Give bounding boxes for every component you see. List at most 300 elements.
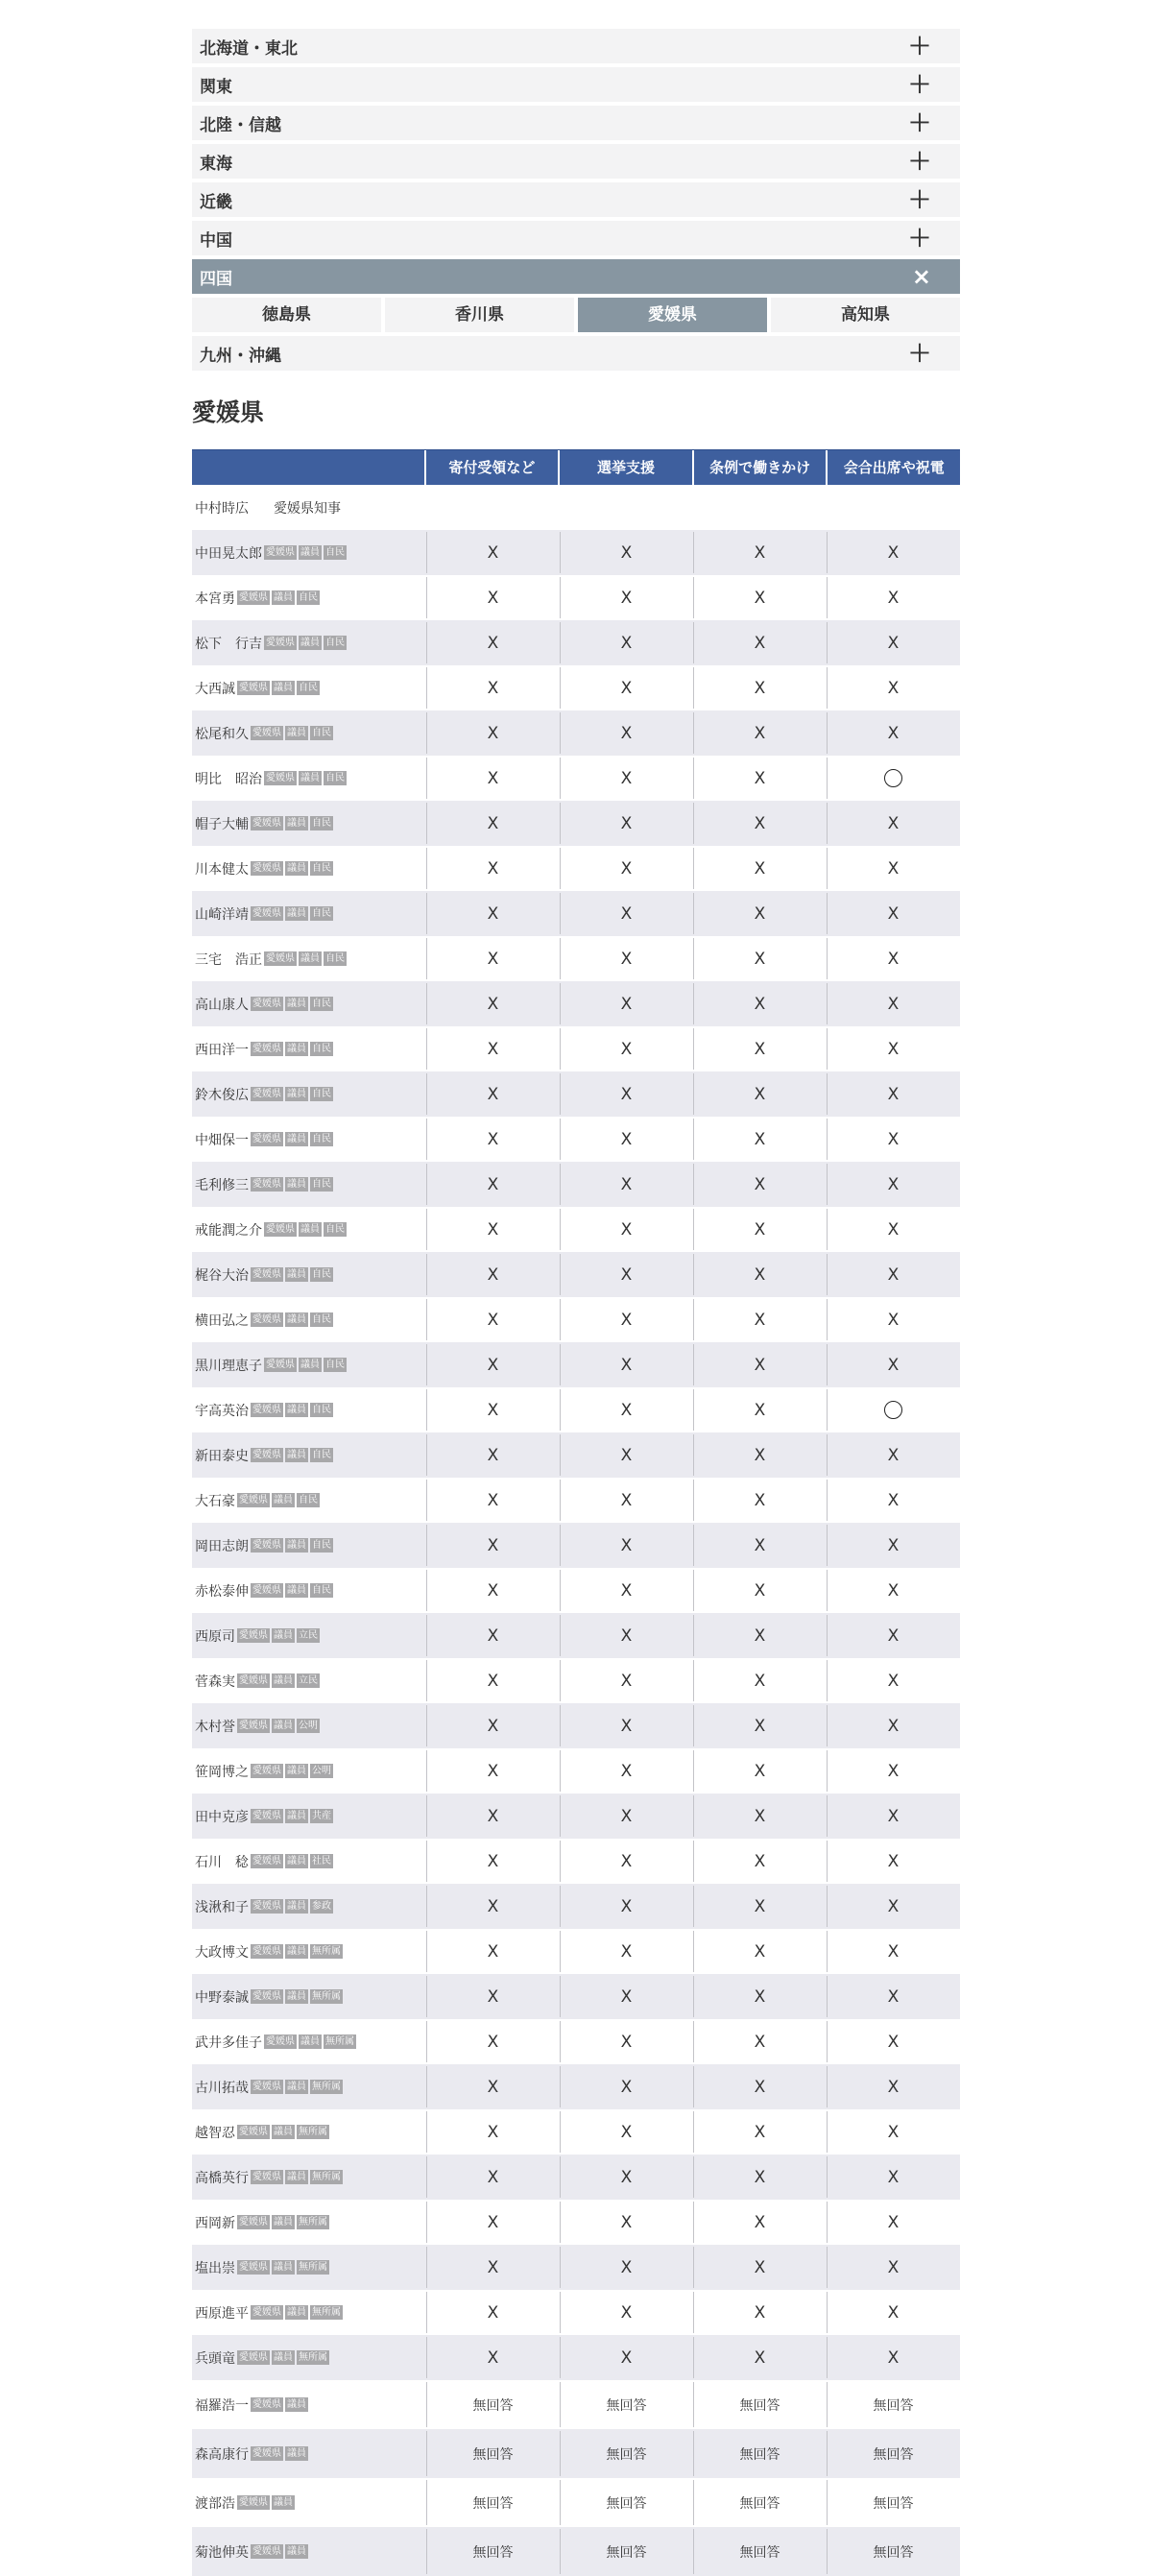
answer-cell: [426, 1748, 560, 1794]
answer-value: 無回答: [739, 2397, 780, 2414]
answer-cell: [827, 620, 960, 665]
answer-cell: [827, 1974, 960, 2019]
answer-cell: [426, 1974, 560, 2019]
answer-cell: [693, 1071, 827, 1117]
member-name: 中野泰誠: [195, 1989, 249, 2006]
answer-cell: [827, 2478, 960, 2527]
prefecture-tab[interactable]: 徳島県: [192, 298, 381, 332]
member-tag: 無所属: [312, 2307, 341, 2318]
answer-value: X: [487, 588, 499, 608]
region-label: 四国: [200, 269, 232, 289]
answer-value: X: [620, 949, 633, 969]
answer-value: X: [887, 1941, 900, 1962]
answer-cell: [693, 2109, 827, 2155]
table-row: [192, 1117, 960, 1162]
answer-value: X: [487, 542, 499, 563]
member-tag: 愛媛県: [252, 1901, 281, 1912]
member-name: 菅森実: [195, 1673, 235, 1690]
answer-value: X: [754, 1851, 766, 1871]
member-cell: [192, 1026, 426, 1071]
answer-value: 無回答: [472, 2544, 514, 2561]
member-tag: 議員: [287, 2399, 306, 2410]
section-title: 愛媛県: [192, 398, 265, 426]
answer-cell: [560, 620, 693, 665]
answer-cell: [827, 1252, 960, 1297]
member-tag: 自民: [312, 728, 331, 738]
answer-value: X: [754, 633, 766, 653]
member-name: 高山康人: [195, 997, 249, 1013]
member-name: 横田弘之: [195, 1312, 249, 1329]
answer-value: X: [754, 1716, 766, 1736]
answer-value: X: [887, 1671, 900, 1691]
plus-icon[interactable]: ＋: [908, 109, 931, 136]
answer-cell: [426, 846, 560, 891]
answer-value: 無回答: [739, 2544, 780, 2561]
member-tag: 愛媛県: [252, 1269, 281, 1280]
answer-value: X: [487, 1806, 499, 1826]
answer-cell: [426, 1613, 560, 1658]
answer-cell: [426, 2429, 560, 2478]
answer-value: X: [487, 903, 499, 924]
header-meetings: 会合出席や祝電: [826, 450, 960, 485]
answer-value: 無回答: [472, 2495, 514, 2512]
answer-cell: [560, 2478, 693, 2527]
answer-value: X: [620, 2077, 633, 2097]
member-tag: 愛媛県: [239, 683, 268, 693]
member-tag: 愛媛県: [239, 2262, 268, 2273]
answer-value: X: [487, 1986, 499, 2007]
answer-value: X: [887, 1445, 900, 1465]
member-tag: 議員: [287, 2172, 306, 2182]
answer-value: X: [487, 1490, 499, 1510]
answer-cell: [560, 1839, 693, 1884]
member-cell: [192, 1387, 426, 1432]
answer-cell: [426, 2200, 560, 2245]
answer-value: X: [620, 2032, 633, 2052]
member-tag: 愛媛県: [252, 1450, 281, 1460]
answer-value: X: [620, 678, 633, 698]
member-name: 松下 行吉: [195, 636, 262, 652]
answer-value: X: [887, 2257, 900, 2277]
table-row: [192, 1026, 960, 1071]
answer-value: X: [754, 1671, 766, 1691]
table-row: [192, 1071, 960, 1117]
answer-cell: [827, 801, 960, 846]
member-tag: 愛媛県: [252, 1314, 281, 1325]
answer-cell: [693, 756, 827, 801]
answer-value: X: [620, 1671, 633, 1691]
answer-cell: [693, 1794, 827, 1839]
prefecture-tab[interactable]: 香川県: [385, 298, 574, 332]
answer-value: X: [887, 1535, 900, 1555]
answer-cell: [693, 981, 827, 1026]
region-item[interactable]: [192, 67, 960, 102]
member-tag: 無所属: [312, 2172, 341, 2182]
answer-cell: [560, 1026, 693, 1071]
member-tag: 議員: [287, 1179, 306, 1190]
answer-cell: [827, 710, 960, 756]
member-name: 西原司: [195, 1628, 235, 1645]
member-tag: 愛媛県: [252, 1991, 281, 2002]
table-body: [192, 530, 960, 2576]
answer-value: X: [887, 1490, 900, 1510]
answer-cell: [426, 1162, 560, 1207]
answer-value: 無回答: [739, 2446, 780, 2463]
member-tag: 愛媛県: [252, 1856, 281, 1866]
answer-value: X: [887, 1625, 900, 1646]
member-tag: 議員: [300, 773, 320, 783]
member-cell: [192, 1523, 426, 1568]
member-tag: 議員: [287, 2448, 306, 2459]
region-item[interactable]: [192, 144, 960, 179]
answer-cell: [693, 1703, 827, 1748]
answer-value: X: [887, 994, 900, 1014]
member-name: 鈴木俊広: [195, 1087, 249, 1103]
member-tag: 議員: [287, 2307, 306, 2318]
table-row: [192, 1929, 960, 1974]
answer-value: X: [620, 994, 633, 1014]
answer-cell: [827, 1613, 960, 1658]
member-tag: 無所属: [299, 2352, 327, 2363]
answer-value: 無回答: [472, 2446, 514, 2463]
member-tag: 社民: [312, 1856, 331, 1866]
answer-value: 無回答: [873, 2544, 914, 2561]
member-tag: 愛媛県: [239, 592, 268, 603]
member-tag: 愛媛県: [239, 2217, 268, 2227]
answer-value: X: [754, 2212, 766, 2232]
member-tag: 愛媛県: [252, 1044, 281, 1054]
member-name: 森高康行: [195, 2446, 249, 2463]
member-tag: 自民: [325, 773, 345, 783]
answer-value: X: [487, 1625, 499, 1646]
answer-value: X: [887, 2032, 900, 2052]
answer-cell: [560, 1478, 693, 1523]
member-tag: 愛媛県: [252, 2172, 281, 2182]
member-cell: [192, 620, 426, 665]
header-name-column: [192, 450, 424, 485]
answer-cell: [560, 1974, 693, 2019]
table-header: [192, 449, 960, 485]
member-tag: 愛媛県: [252, 1179, 281, 1190]
prefecture-tab[interactable]: 愛媛県: [578, 298, 767, 332]
answer-cell: [693, 2290, 827, 2335]
answer-value: X: [620, 633, 633, 653]
member-name: 松尾和久: [195, 726, 249, 742]
answer-value: X: [487, 1310, 499, 1330]
region-item[interactable]: [192, 29, 960, 63]
answer-cell: [693, 1478, 827, 1523]
member-cell: [192, 1162, 426, 1207]
member-tag: 愛媛県: [252, 2307, 281, 2318]
answer-cell: [693, 936, 827, 981]
member-name: 西原進平: [195, 2305, 249, 2322]
member-tag: 議員: [287, 2082, 306, 2092]
answer-cell: [560, 1748, 693, 1794]
table-row: [192, 1387, 960, 1432]
member-cell: [192, 2429, 426, 2478]
answer-cell: [693, 2155, 827, 2200]
member-name: 三宅 浩正: [195, 951, 262, 968]
member-tag: 無所属: [299, 2262, 327, 2273]
answer-value: X: [754, 1445, 766, 1465]
answer-cell: [560, 1297, 693, 1342]
member-cell: [192, 2478, 426, 2527]
answer-cell: [560, 2429, 693, 2478]
region-item[interactable]: [192, 106, 960, 140]
answer-cell: [426, 1478, 560, 1523]
member-cell: [192, 710, 426, 756]
answer-cell: [426, 2380, 560, 2429]
region-item[interactable]: [192, 221, 960, 255]
member-tag: 自民: [325, 638, 345, 648]
member-tag: 自民: [325, 1224, 345, 1235]
table-row: [192, 1613, 960, 1658]
region-item[interactable]: [192, 336, 960, 371]
answer-value: X: [887, 903, 900, 924]
answer-value: X: [620, 1219, 633, 1240]
member-tag: 議員: [274, 592, 293, 603]
member-cell: [192, 1297, 426, 1342]
header-election-support: 選挙支援: [558, 450, 692, 485]
member-tag: 議員: [300, 953, 320, 964]
member-tag: 公明: [299, 1721, 318, 1731]
member-tag: 自民: [325, 953, 345, 964]
plus-icon[interactable]: ＋: [908, 340, 931, 367]
answer-value: X: [620, 768, 633, 788]
member-tag: 立民: [299, 1630, 318, 1641]
answer-value: X: [887, 1039, 900, 1059]
answer-value: X: [754, 2257, 766, 2277]
answer-cell: [426, 1523, 560, 1568]
member-name: 本宮勇: [195, 590, 235, 607]
member-name: 田中克彦: [195, 1809, 249, 1825]
member-tag: 愛媛県: [252, 863, 281, 874]
member-cell: [192, 1252, 426, 1297]
answer-cell: [426, 1839, 560, 1884]
table-row: [192, 1523, 960, 1568]
answer-value: X: [887, 633, 900, 653]
member-cell: [192, 575, 426, 620]
answer-cell: [560, 1162, 693, 1207]
answer-value: X: [754, 1580, 766, 1601]
answer-value: X: [487, 1671, 499, 1691]
answer-cell: [827, 1703, 960, 1748]
table-row: [192, 1432, 960, 1478]
answer-cell: [827, 1071, 960, 1117]
answer-value: X: [754, 1896, 766, 1916]
member-tag: 立民: [299, 1675, 318, 1686]
answer-value: X: [887, 2347, 900, 2368]
answer-cell: [693, 1748, 827, 1794]
table-row: [192, 1478, 960, 1523]
table-row: [192, 710, 960, 756]
answer-value: X: [887, 1986, 900, 2007]
member-tag: 愛媛県: [252, 2448, 281, 2459]
answer-cell: [426, 665, 560, 710]
answer-value: X: [887, 542, 900, 563]
answer-value: X: [620, 1084, 633, 1104]
member-tag: 愛媛県: [252, 2082, 281, 2092]
member-tag: 議員: [287, 1946, 306, 1957]
member-tag: 愛媛県: [266, 638, 295, 648]
plus-icon[interactable]: ＋: [908, 225, 931, 252]
region-label: 中国: [200, 230, 232, 251]
table-row: [192, 801, 960, 846]
answer-cell: [560, 1387, 693, 1432]
member-tag: 愛媛県: [266, 1360, 295, 1370]
answer-cell: [827, 2335, 960, 2380]
answer-value: X: [487, 2347, 499, 2368]
member-cell: [192, 2109, 426, 2155]
prefecture-tab[interactable]: 高知県: [771, 298, 960, 332]
answer-value: X: [487, 1896, 499, 1916]
answer-cell: [827, 2429, 960, 2478]
member-tag: 議員: [274, 2217, 293, 2227]
answer-cell: [827, 2380, 960, 2429]
answer-value: X: [620, 1851, 633, 1871]
member-tag: 愛媛県: [252, 1766, 281, 1776]
answer-cell: [560, 846, 693, 891]
answer-value: X: [754, 1535, 766, 1555]
answer-value: X: [887, 1716, 900, 1736]
member-cell: [192, 891, 426, 936]
member-tag: 議員: [300, 1224, 320, 1235]
answer-cell: [426, 2290, 560, 2335]
table-row: [192, 1703, 960, 1748]
answer-cell: [560, 981, 693, 1026]
answer-value: X: [754, 903, 766, 924]
answer-cell: [693, 891, 827, 936]
member-tag: 議員: [287, 1134, 306, 1144]
answer-value: X: [754, 1806, 766, 1826]
member-tag: 自民: [312, 908, 331, 919]
table-row: [192, 2200, 960, 2245]
member-cell: [192, 1703, 426, 1748]
answer-cell: [426, 1432, 560, 1478]
member-tag: 愛媛県: [252, 1540, 281, 1551]
answer-value: X: [887, 1806, 900, 1826]
answer-value: X: [620, 1986, 633, 2007]
member-cell: [192, 1929, 426, 1974]
answer-cell: [827, 2290, 960, 2335]
member-tag: 愛媛県: [252, 1585, 281, 1596]
answer-cell: [827, 981, 960, 1026]
answer-cell: [827, 1929, 960, 1974]
answer-cell: [560, 665, 693, 710]
answer-cell: [827, 1523, 960, 1568]
answer-cell: [693, 2429, 827, 2478]
answer-cell: [560, 1252, 693, 1297]
member-name: 帽子大輔: [195, 816, 249, 832]
answer-cell: [693, 1026, 827, 1071]
member-name: 毛利修三: [195, 1177, 249, 1193]
answer-cell: [827, 1026, 960, 1071]
answer-value: X: [487, 768, 499, 788]
answer-cell: [560, 1613, 693, 1658]
answer-cell: [693, 2245, 827, 2290]
answer-value: X: [754, 588, 766, 608]
answer-cell: [426, 1929, 560, 1974]
answer-value: X: [754, 542, 766, 563]
answer-cell: [426, 1342, 560, 1387]
region-accordion: [192, 29, 960, 294]
member-cell: [192, 1884, 426, 1929]
answer-value: X: [754, 1625, 766, 1646]
member-tag: 議員: [287, 1269, 306, 1280]
member-tag: 議員: [274, 1721, 293, 1731]
answer-cell: [827, 530, 960, 575]
member-name: 宇高英治: [195, 1403, 249, 1419]
plus-icon[interactable]: ＋: [908, 33, 931, 60]
answer-cell: [693, 1613, 827, 1658]
plus-icon[interactable]: ＋: [908, 186, 931, 213]
answer-value: X: [887, 1174, 900, 1194]
member-tag: 自民: [312, 1540, 331, 1551]
member-name: 越智忍: [195, 2125, 235, 2141]
member-cell: [192, 1613, 426, 1658]
answer-value: X: [487, 1039, 499, 1059]
answer-cell: [827, 846, 960, 891]
answer-value: X: [620, 1174, 633, 1194]
region-item[interactable]: [192, 259, 960, 294]
answer-value: X: [754, 1174, 766, 1194]
answer-value: X: [754, 1129, 766, 1149]
region-item[interactable]: [192, 182, 960, 217]
member-tag: 共産: [312, 1811, 331, 1821]
answer-value: X: [487, 949, 499, 969]
member-cell: [192, 2245, 426, 2290]
header-ordinance: 条例で働きかけ: [692, 450, 827, 485]
answer-cell: [426, 1568, 560, 1613]
member-tag: 議員: [274, 1495, 293, 1505]
answer-value: X: [620, 1310, 633, 1330]
member-cell: [192, 1748, 426, 1794]
table-row: [192, 575, 960, 620]
member-tag: 愛媛県: [252, 818, 281, 829]
answer-value: X: [487, 633, 499, 653]
governor-name: 中村時広: [195, 500, 249, 517]
close-icon[interactable]: ×: [911, 263, 931, 290]
member-tag: 愛媛県: [252, 1405, 281, 1415]
member-tag: 議員: [287, 728, 306, 738]
member-name: 梶谷大治: [195, 1267, 249, 1284]
plus-icon[interactable]: ＋: [908, 71, 931, 98]
answer-value: 無回答: [739, 2495, 780, 2512]
member-tag: 議員: [300, 1360, 320, 1370]
member-name: 浅湫和子: [195, 1899, 249, 1915]
member-cell: [192, 801, 426, 846]
member-cell: [192, 1071, 426, 1117]
member-tag: 愛媛県: [252, 2399, 281, 2410]
answer-value: X: [620, 903, 633, 924]
table-row: [192, 2527, 960, 2576]
plus-icon[interactable]: ＋: [908, 148, 931, 175]
member-name: 中田晃太郎: [195, 545, 262, 562]
answer-value: X: [887, 1580, 900, 1601]
table-row: [192, 846, 960, 891]
answer-value: X: [620, 2167, 633, 2187]
answer-value: X: [620, 2347, 633, 2368]
table-row: [192, 1207, 960, 1252]
member-name: 中畑保一: [195, 1132, 249, 1148]
member-name: 古川拓哉: [195, 2080, 249, 2096]
member-tag: 愛媛県: [252, 999, 281, 1009]
answer-cell: [426, 2064, 560, 2109]
answer-value: X: [487, 1580, 499, 1601]
member-name: 武井多佳子: [195, 2034, 262, 2051]
member-name: 西田洋一: [195, 1042, 249, 1058]
answer-cell: [693, 1884, 827, 1929]
